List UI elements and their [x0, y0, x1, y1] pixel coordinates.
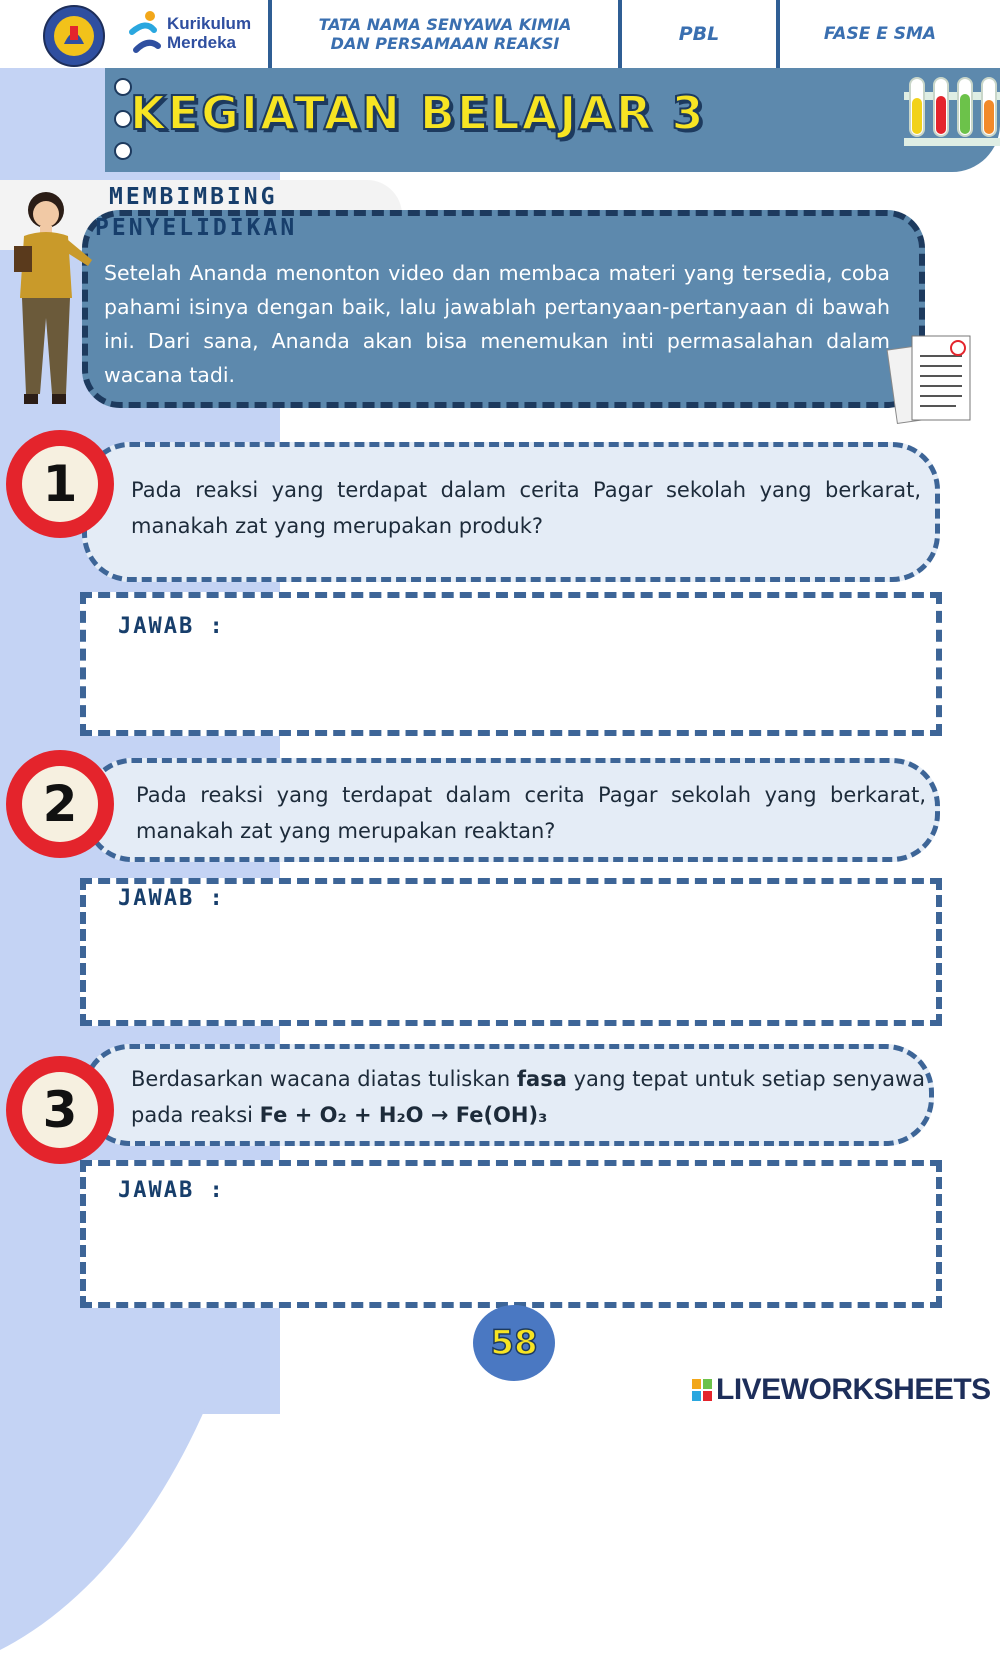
question-3-text-bold: fasa	[516, 1067, 567, 1091]
kurikulum-line2: Merdeka	[167, 33, 236, 52]
question-3-text	[131, 1061, 925, 1133]
header-phase: FASE E SMA	[823, 24, 937, 44]
answer-3-label: JAWAB :	[118, 1178, 225, 1203]
question-1-number: 1	[22, 446, 98, 522]
question-1-badge	[6, 430, 114, 538]
page-number: 58	[473, 1305, 555, 1381]
liveworksheets-logo-icon	[692, 1379, 712, 1401]
question-2-badge	[6, 750, 114, 858]
topic-line2: DAN PERSAMAAN REAKSI	[330, 34, 560, 53]
question-3-text-after: yang tepat untuk setiap senyawa pada reaksi	[131, 1067, 925, 1127]
question-2-text: Pada reaksi yang terdapat dalam cerita Pagar sekolah yang berkarat, manakah zat yang merupakan reaktan?	[136, 783, 926, 843]
section-tag-text	[95, 182, 297, 244]
kurikulum-merdeka-text	[167, 14, 251, 52]
liveworksheets-brand[interactable]: LIVEWORKSHEETS	[716, 1373, 991, 1406]
question-3-number: 3	[22, 1072, 98, 1148]
header-topic	[272, 0, 618, 68]
header-model: PBL	[678, 23, 720, 45]
kurikulum-line1: Kurikulum	[167, 14, 252, 33]
question-3-equation: Fe + O₂ + H₂O → Fe(OH)₃	[259, 1103, 548, 1127]
banner-title: KEGIATAN BELAJAR 3	[130, 86, 706, 140]
tag-line2: PENYELIDIKAN	[95, 215, 298, 241]
question-2-number: 2	[22, 766, 98, 842]
kurikulum-merdeka-logo-icon	[128, 10, 162, 56]
topic-line1: TATA NAMA SENYAWA KIMIA	[318, 15, 572, 34]
question-3-badge	[6, 1056, 114, 1164]
answer-2-label: JAWAB :	[118, 886, 225, 911]
answer-1-label: JAWAB :	[118, 614, 225, 639]
page-header	[0, 0, 1000, 68]
tag-line1: MEMBIMBING	[109, 184, 278, 210]
teacher-illustration	[8, 188, 100, 420]
instruction-text: Setelah Ananda menonton video dan membaca materi yang tersedia, coba pahami isinya dengan baik, lalu jawablah pertanyaan-pertanyaan di bawah ini. Dari sana, Ananda akan bisa menemukan inti permasalahan dalam wacana tadi.	[104, 261, 890, 387]
binder-ring	[114, 142, 132, 160]
unp-logo	[42, 4, 106, 68]
question-3-text-before: Berdasarkan wacana diatas tuliskan	[131, 1067, 517, 1091]
documents-icon	[886, 326, 982, 430]
question-1-text: Pada reaksi yang terdapat dalam cerita Pagar sekolah yang berkarat, manakah zat yang merupakan produk?	[131, 478, 921, 538]
test-tubes-icon	[900, 68, 1000, 154]
